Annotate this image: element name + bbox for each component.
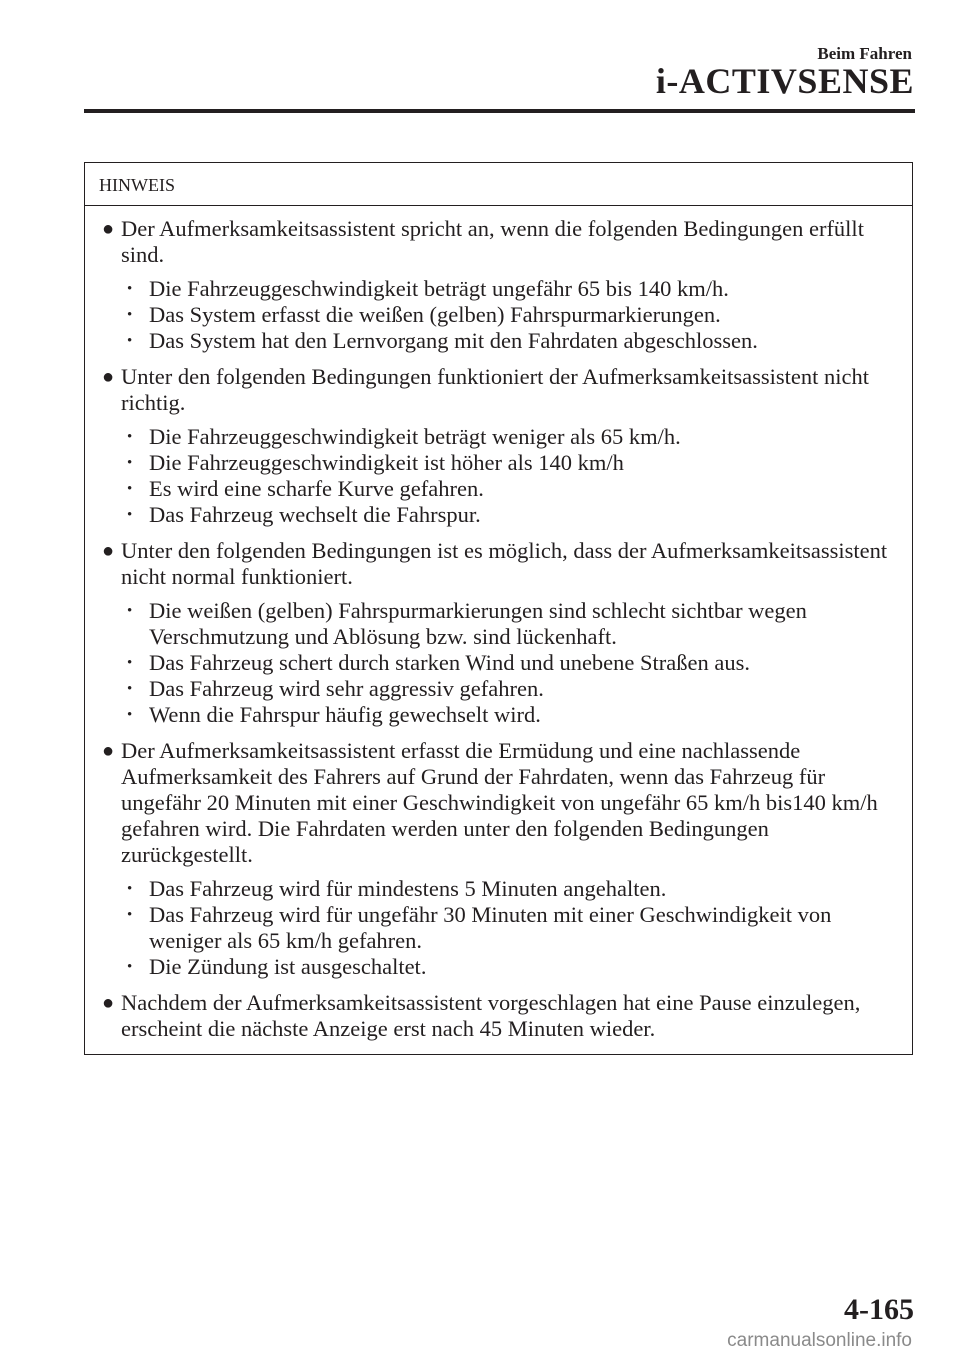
note-body: [85, 206, 912, 1054]
sub-list: [121, 276, 896, 354]
sub-bullet-icon: •: [127, 481, 133, 497]
bullet-icon: ●: [102, 992, 115, 1014]
sub-item-text: Wenn die Fahrspur häufig gewechselt wird.: [149, 702, 541, 727]
sub-item-text: Das Fahrzeug wird für mindestens 5 Minuten angehalten.: [149, 876, 667, 901]
sub-item: [121, 954, 896, 980]
watermark: carmanualsonline.info: [727, 1330, 912, 1351]
note-box: [84, 162, 913, 1055]
sub-item-text: Das Fahrzeug wechselt die Fahrspur.: [149, 502, 481, 527]
sub-item: [121, 676, 896, 702]
sub-item: [121, 424, 896, 450]
sub-bullet-icon: •: [127, 707, 133, 723]
sub-item-text: Die Fahrzeuggeschwindigkeit ist höher als 140 km/h: [149, 450, 624, 475]
sub-item: [121, 598, 896, 650]
sub-item-text: Das Fahrzeug wird sehr aggressiv gefahren.: [149, 676, 544, 701]
bullet-icon: ●: [102, 740, 115, 762]
sub-item: [121, 702, 896, 728]
header-divider: [84, 109, 915, 113]
sub-item-text: Das Fahrzeug schert durch starken Wind und unebene Straßen aus.: [149, 650, 750, 675]
sub-list: [121, 598, 896, 728]
sub-bullet-icon: •: [127, 333, 133, 349]
note-item-text: Unter den folgenden Bedingungen funktioniert der Aufmerksamkeitsassistent nicht richtig.: [121, 364, 869, 415]
note-item: [99, 538, 896, 728]
sub-bullet-icon: •: [127, 681, 133, 697]
chapter-title: i-ACTIVSENSE: [655, 61, 914, 101]
sub-bullet-icon: •: [127, 307, 133, 323]
sub-list: [121, 424, 896, 528]
sub-item: [121, 902, 896, 954]
sub-item-text: Das Fahrzeug wird für ungefähr 30 Minuten mit einer Geschwindigkeit von weniger als 65 km/h gefahren.: [149, 902, 832, 953]
note-item: [99, 216, 896, 354]
sub-item: [121, 876, 896, 902]
sub-bullet-icon: •: [127, 429, 133, 445]
section-title: Beim Fahren: [817, 44, 912, 63]
sub-item-text: Die weißen (gelben) Fahrspurmarkierungen sind schlecht sichtbar wegen Verschmutzung und Ablösung bzw. sind lückenhaft.: [149, 598, 807, 649]
sub-item: [121, 650, 896, 676]
sub-item-text: Die Fahrzeuggeschwindigkeit beträgt ungefähr 65 bis 140 km/h.: [149, 276, 729, 301]
sub-item-text: Das System hat den Lernvorgang mit den Fahrdaten abgeschlossen.: [149, 328, 758, 353]
sub-item: [121, 502, 896, 528]
sub-item-text: Es wird eine scharfe Kurve gefahren.: [149, 476, 484, 501]
sub-item-text: Das System erfasst die weißen (gelben) Fahrspurmarkierungen.: [149, 302, 721, 327]
sub-bullet-icon: •: [127, 455, 133, 471]
sub-bullet-icon: •: [127, 959, 133, 975]
sub-item: [121, 476, 896, 502]
sub-item: [121, 276, 896, 302]
sub-item-text: Die Zündung ist ausgeschaltet.: [149, 954, 427, 979]
note-item-text: Unter den folgenden Bedingungen ist es möglich, dass der Aufmerksamkeitsassistent nicht normal funktioniert.: [121, 538, 888, 589]
note-item: [99, 738, 896, 980]
sub-bullet-icon: •: [127, 655, 133, 671]
note-title: HINWEIS: [85, 163, 912, 206]
sub-bullet-icon: •: [127, 881, 133, 897]
sub-bullet-icon: •: [127, 281, 133, 297]
bullet-icon: ●: [102, 540, 115, 562]
sub-item: [121, 450, 896, 476]
note-item: [99, 364, 896, 528]
note-item-text: Der Aufmerksamkeitsassistent erfasst die Ermüdung und eine nachlassende Aufmerksamkeit des Fahrers auf Grund der Fahrdaten, wenn das Fahrzeug für ungefähr 20 Minuten mit einer Geschwindigkeit von ungefähr 65 km/h bis140 km/h gefahren wird. Die Fahrdaten werden unter den folgenden Bedingungen zurückgestellt.: [121, 738, 878, 867]
note-item-text: Der Aufmerksamkeitsassistent spricht an, wenn die folgenden Bedingungen erfüllt sind.: [121, 216, 864, 267]
sub-bullet-icon: •: [127, 507, 133, 523]
sub-item-text: Die Fahrzeuggeschwindigkeit beträgt weniger als 65 km/h.: [149, 424, 681, 449]
bullet-icon: ●: [102, 366, 115, 388]
sub-item: [121, 328, 896, 354]
sub-bullet-icon: •: [127, 907, 133, 923]
page-number: 4-165: [844, 1293, 914, 1326]
sub-bullet-icon: •: [127, 603, 133, 619]
note-item: [99, 990, 896, 1042]
note-item-text: Nachdem der Aufmerksamkeitsassistent vorgeschlagen hat eine Pause einzulegen, erscheint die nächste Anzeige erst nach 45 Minuten wieder.: [121, 990, 861, 1041]
bullet-icon: ●: [102, 218, 115, 240]
sub-item: [121, 302, 896, 328]
sub-list: [121, 876, 896, 980]
